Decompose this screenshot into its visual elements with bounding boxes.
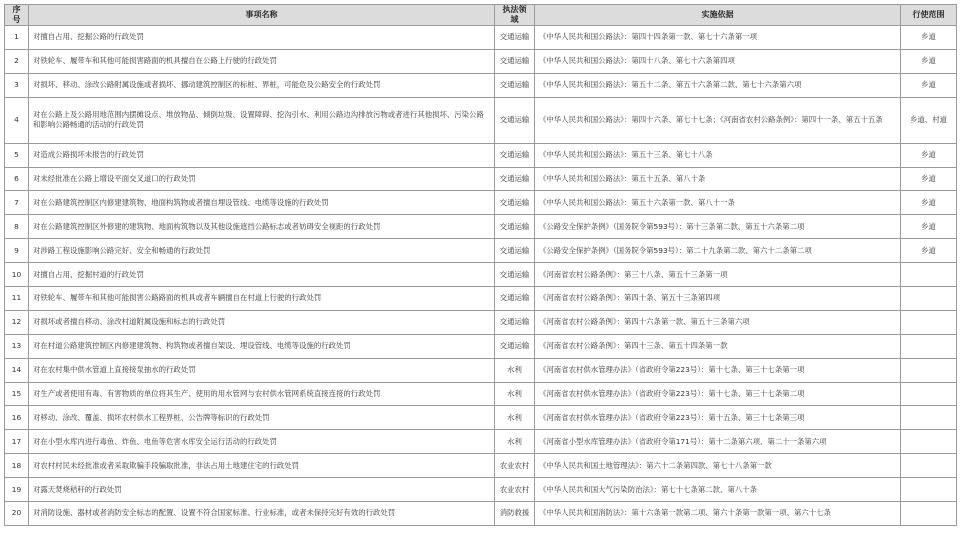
scope-of-exercise [901,406,957,430]
enforcement-domain: 交通运输 [495,191,535,215]
item-name: 对在农村集中供水管道上直接接泵抽水的行政处罚 [29,358,495,382]
table-row [5,97,957,143]
item-name: 对铁轮车、履带车和其他可能损害路面的机具擅自在公路上行驶的行政处罚 [29,49,495,73]
table-row [5,26,957,50]
scope-of-exercise [901,334,957,358]
table-row [5,334,957,358]
item-name: 对损坏或者擅自移动、涂改村道附属设施和标志的行政处罚 [29,310,495,334]
table-row [5,502,957,526]
row-number: 15 [5,382,29,406]
row-number: 1 [5,26,29,50]
table-row [5,49,957,73]
item-name: 对生产或者使用有毒、有害物质的单位将其生产、使用的用水管网与农村供水管网系统直接连接的行政处罚 [29,382,495,406]
row-number: 17 [5,430,29,454]
scope-of-exercise [901,358,957,382]
enforcement-domain: 水利 [495,358,535,382]
item-name: 对铁轮车、履带车和其他可能损害公路路面的机具或者车辆擅自在村道上行驶的行政处罚 [29,287,495,311]
row-number: 10 [5,263,29,287]
item-name: 对露天焚烧秸秆的行政处罚 [29,478,495,502]
item-name: 对造成公路损坏未报告的行政处罚 [29,143,495,167]
enforcement-domain: 交通运输 [495,263,535,287]
item-name: 对在公路上及公路用地范围内摆摊设点、堆放物品、倾倒垃圾、设置障碍、挖沟引水、利用公路边沟排放污物或者进行其他损坏、污染公路和影响公路畅通的活动的行政处罚 [29,97,495,143]
legal-basis: 《中华人民共和国公路法》：第五十五条、第八十条 [535,167,901,191]
item-name: 对涉路工程设施影响公路完好、安全和畅通的行政处罚 [29,239,495,263]
table-row [5,167,957,191]
row-number: 5 [5,143,29,167]
table-row [5,358,957,382]
item-name: 对损坏、移动、涂改公路附属设施或者损坏、挪动建筑控制区的标桩、界桩，可能危及公路安全的行政处罚 [29,73,495,97]
enforcement-domain: 农业农村 [495,454,535,478]
enforcement-domain: 交通运输 [495,26,535,50]
enforcement-domain: 交通运输 [495,143,535,167]
enforcement-domain: 交通运输 [495,334,535,358]
table-row [5,239,957,263]
header-num: 序号 [5,5,29,26]
scope-of-exercise: 乡道 [901,49,957,73]
table-row [5,215,957,239]
table-row [5,263,957,287]
row-number: 2 [5,49,29,73]
scope-of-exercise: 乡道、村道 [901,97,957,143]
legal-basis: 《河南省农村供水管理办法》（省政府令第223号）：第十七条、第三十七条第一项 [535,358,901,382]
row-number: 8 [5,215,29,239]
scope-of-exercise [901,287,957,311]
legal-basis: 《公路安全保护条例》（国务院令第593号）：第二十九条第二款、第六十二条第二项 [535,239,901,263]
scope-of-exercise [901,502,957,526]
item-name: 对移动、涂改、覆盖、损坏农村供水工程界桩、公告牌等标识的行政处罚 [29,406,495,430]
legal-basis: 《中华人民共和国公路法》：第四十六条、第七十七条；《河南省农村公路条例》：第四十一条、第五十五条 [535,97,901,143]
scope-of-exercise [901,430,957,454]
row-number: 9 [5,239,29,263]
item-name: 对擅自占用、挖掘公路的行政处罚 [29,26,495,50]
legal-basis: 《中华人民共和国公路法》：第五十三条、第七十八条 [535,143,901,167]
table-header-row [5,5,957,26]
legal-basis: 《中华人民共和国公路法》：第五十二条、第五十六条第二款、第七十六条第六项 [535,73,901,97]
item-name: 对在村道公路建筑控制区内修建建筑物、构筑物或者擅自架设、埋设管线、电缆等设施的行政处罚 [29,334,495,358]
row-number: 6 [5,167,29,191]
scope-of-exercise [901,478,957,502]
legal-basis: 《中华人民共和国公路法》：第四十四条第一款、第七十六条第一项 [535,26,901,50]
row-number: 14 [5,358,29,382]
scope-of-exercise: 乡道 [901,167,957,191]
table-row [5,382,957,406]
table-row [5,430,957,454]
enforcement-domain: 交通运输 [495,287,535,311]
table-row [5,406,957,430]
legal-basis: 《河南省小型水库管理办法》（省政府令第171号）：第十二条第六项、第二十一条第六项 [535,430,901,454]
legal-basis: 《中华人民共和国公路法》：第四十八条、第七十六条第四项 [535,49,901,73]
legal-basis: 《河南省农村供水管理办法》（省政府令第223号）：第十五条、第三十七条第三项 [535,406,901,430]
scope-of-exercise [901,454,957,478]
row-number: 11 [5,287,29,311]
scope-of-exercise: 乡道 [901,191,957,215]
legal-basis: 《公路安全保护条例》（国务院令第593号）：第十三条第二款、第五十六条第二项 [535,215,901,239]
row-number: 18 [5,454,29,478]
legal-basis: 《中华人民共和国消防法》：第十六条第一款第二项、第六十条第一款第一项、第六十七条 [535,502,901,526]
row-number: 3 [5,73,29,97]
table-row [5,287,957,311]
scope-of-exercise: 乡道 [901,26,957,50]
item-name: 对在公路建筑控制区外修建的建筑物、地面构筑物以及其他设施遮挡公路标志或者妨碍安全视距的行政处罚 [29,215,495,239]
enforcement-domain: 交通运输 [495,310,535,334]
legal-basis: 《河南省农村公路条例》：第三十八条、第五十三条第一项 [535,263,901,287]
enforcement-domain: 水利 [495,406,535,430]
table-body [5,26,957,526]
scope-of-exercise: 乡道 [901,73,957,97]
scope-of-exercise: 乡道 [901,143,957,167]
row-number: 7 [5,191,29,215]
table-row [5,310,957,334]
row-number: 19 [5,478,29,502]
enforcement-domain: 交通运输 [495,49,535,73]
item-name: 对消防设施、器材或者消防安全标志的配置、设置不符合国家标准、行业标准，或者未保持完好有效的行政处罚 [29,502,495,526]
legal-basis: 《中华人民共和国大气污染防治法》：第七十七条第二款、第八十条 [535,478,901,502]
legal-basis: 《中华人民共和国土地管理法》：第六十二条第四款、第七十八条第一款 [535,454,901,478]
enforcement-domain: 交通运输 [495,97,535,143]
enforcement-domain: 水利 [495,382,535,406]
item-name: 对在小型水库内进行毒鱼、炸鱼、电鱼等危害水库安全运行活动的行政处罚 [29,430,495,454]
item-name: 对在公路建筑控制区内修建建筑物、地面构筑物或者擅自埋设管线、电缆等设施的行政处罚 [29,191,495,215]
item-name: 对未经批准在公路上增设平面交叉道口的行政处罚 [29,167,495,191]
header-basis: 实施依据 [535,5,901,26]
table-row [5,73,957,97]
enforcement-domain: 消防救援 [495,502,535,526]
item-name: 对农村村民未经批准或者采取欺骗手段骗取批准，非法占用土地建住宅的行政处罚 [29,454,495,478]
table-row [5,143,957,167]
scope-of-exercise: 乡道 [901,215,957,239]
header-domain: 执法领域 [495,5,535,26]
scope-of-exercise [901,263,957,287]
legal-basis: 《中华人民共和国公路法》：第五十六条第一款、第八十一条 [535,191,901,215]
table-row [5,478,957,502]
legal-basis: 《河南省农村公路条例》：第四十三条、第五十四条第一款 [535,334,901,358]
penalty-items-table [4,4,957,526]
item-name: 对擅自占用、挖掘村道的行政处罚 [29,263,495,287]
row-number: 13 [5,334,29,358]
enforcement-domain: 农业农村 [495,478,535,502]
enforcement-domain: 交通运输 [495,73,535,97]
enforcement-domain: 交通运输 [495,167,535,191]
table-row [5,191,957,215]
header-name: 事项名称 [29,5,495,26]
row-number: 16 [5,406,29,430]
header-scope: 行使范围 [901,5,957,26]
legal-basis: 《河南省农村供水管理办法》（省政府令第223号）：第十七条、第三十七条第二项 [535,382,901,406]
legal-basis: 《河南省农村公路条例》：第四十六条第一款、第五十三条第六项 [535,310,901,334]
legal-basis: 《河南省农村公路条例》：第四十条、第五十三条第四项 [535,287,901,311]
row-number: 4 [5,97,29,143]
enforcement-domain: 水利 [495,430,535,454]
scope-of-exercise [901,310,957,334]
table-row [5,454,957,478]
enforcement-domain: 交通运输 [495,215,535,239]
scope-of-exercise [901,382,957,406]
row-number: 20 [5,502,29,526]
scope-of-exercise: 乡道 [901,239,957,263]
enforcement-domain: 交通运输 [495,239,535,263]
row-number: 12 [5,310,29,334]
